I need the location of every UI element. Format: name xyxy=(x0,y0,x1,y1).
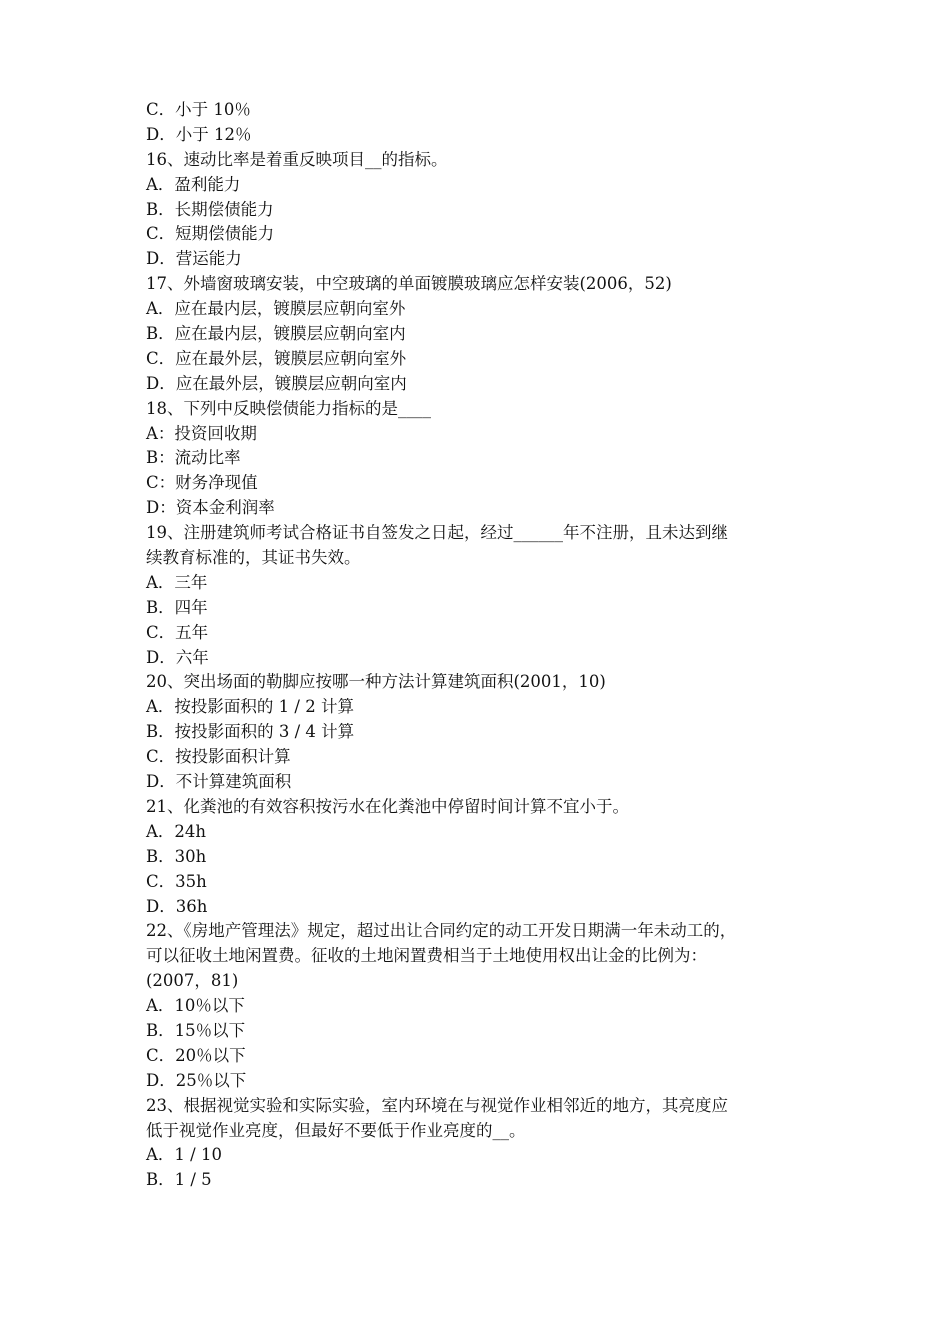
option-d-q21: D．36h xyxy=(146,896,208,916)
option-a-q16: A．盈利能力 xyxy=(146,174,241,194)
option-c-q22: C．20％以下 xyxy=(146,1045,246,1065)
option-a-q19: A．三年 xyxy=(146,572,208,592)
option-b-q18: B：流动比率 xyxy=(146,448,241,468)
option-b-q23: B．1 / 5 xyxy=(146,1170,212,1190)
option-d-q17: D．应在最外层，镀膜层应朝向室内 xyxy=(146,373,407,393)
option-a-q18: A：投资回收期 xyxy=(146,423,257,443)
option-a-q17: A．应在最内层，镀膜层应朝向室外 xyxy=(146,299,406,319)
option-a-q21: A．24h xyxy=(146,821,207,841)
option-d-q18: D：资本金利润率 xyxy=(146,498,275,518)
question-18: 18、下列中反映偿债能力指标的是____ xyxy=(146,398,431,418)
option-b-q16: B．长期偿债能力 xyxy=(146,199,274,219)
option-d-q16: D．营运能力 xyxy=(146,249,242,269)
option-c-q19: C．五年 xyxy=(146,622,209,642)
question-19-line-2: 续教育标准的，其证书失效。 xyxy=(146,548,361,568)
question-19-line-1: 19、注册建筑师考试合格证书自签发之日起，经过______年不注册，且未达到继 xyxy=(146,523,728,543)
option-d-q20: D．不计算建筑面积 xyxy=(146,772,292,792)
option-c-q17: C．应在最外层，镀膜层应朝向室外 xyxy=(146,348,407,368)
option-b-q22: B．15％以下 xyxy=(146,1020,246,1040)
question-21: 21、化粪池的有效容积按污水在化粪池中停留时间计算不宜小于。 xyxy=(146,796,629,816)
option-c-q15: C．小于 10％ xyxy=(146,100,251,119)
option-d-q22: D．25％以下 xyxy=(146,1070,247,1090)
option-b-q19: B．四年 xyxy=(146,597,208,617)
question-16: 16、速动比率是着重反映项目__的指标。 xyxy=(146,149,448,169)
question-17: 17、外墙窗玻璃安装，中空玻璃的单面镀膜玻璃应怎样安装(2006，52) xyxy=(146,274,672,294)
question-20: 20、突出场面的勒脚应按哪一种方法计算建筑面积(2001，10) xyxy=(146,672,606,692)
question-22-line-1: 22、《房地产管理法》规定，超过出让合同约定的动工开发日期满一年未动工的， xyxy=(146,921,737,941)
option-b-q21: B．30h xyxy=(146,846,207,866)
option-c-q21: C．35h xyxy=(146,871,207,891)
option-d-q19: D．六年 xyxy=(146,647,209,667)
option-d-q15: D．小于 12％ xyxy=(146,124,252,144)
question-22-line-3: (2007，81) xyxy=(146,971,239,991)
question-23-line-1: 23、根据视觉实验和实际实验，室内环境在与视觉作业相邻近的地方，其亮度应 xyxy=(146,1095,728,1115)
option-b-q17: B．应在最内层，镀膜层应朝向室内 xyxy=(146,324,406,344)
document-page xyxy=(146,98,826,1193)
option-c-q20: C．按投影面积计算 xyxy=(146,747,291,767)
option-b-q20: B．按投影面积的 3 / 4 计算 xyxy=(146,722,355,742)
option-a-q20: A．按投影面积的 1 / 2 计算 xyxy=(146,697,354,717)
option-a-q22: A．10％以下 xyxy=(146,996,245,1016)
option-c-q18: C：财务净现值 xyxy=(146,473,258,493)
question-23-line-2: 低于视觉作业亮度，但最好不要低于作业亮度的__。 xyxy=(146,1120,526,1140)
question-22-line-2: 可以征收土地闲置费。征收的土地闲置费相当于土地使用权出让金的比例为： xyxy=(146,946,707,966)
option-c-q16: C．短期偿债能力 xyxy=(146,224,275,244)
option-a-q23: A．1 / 10 xyxy=(146,1145,222,1165)
